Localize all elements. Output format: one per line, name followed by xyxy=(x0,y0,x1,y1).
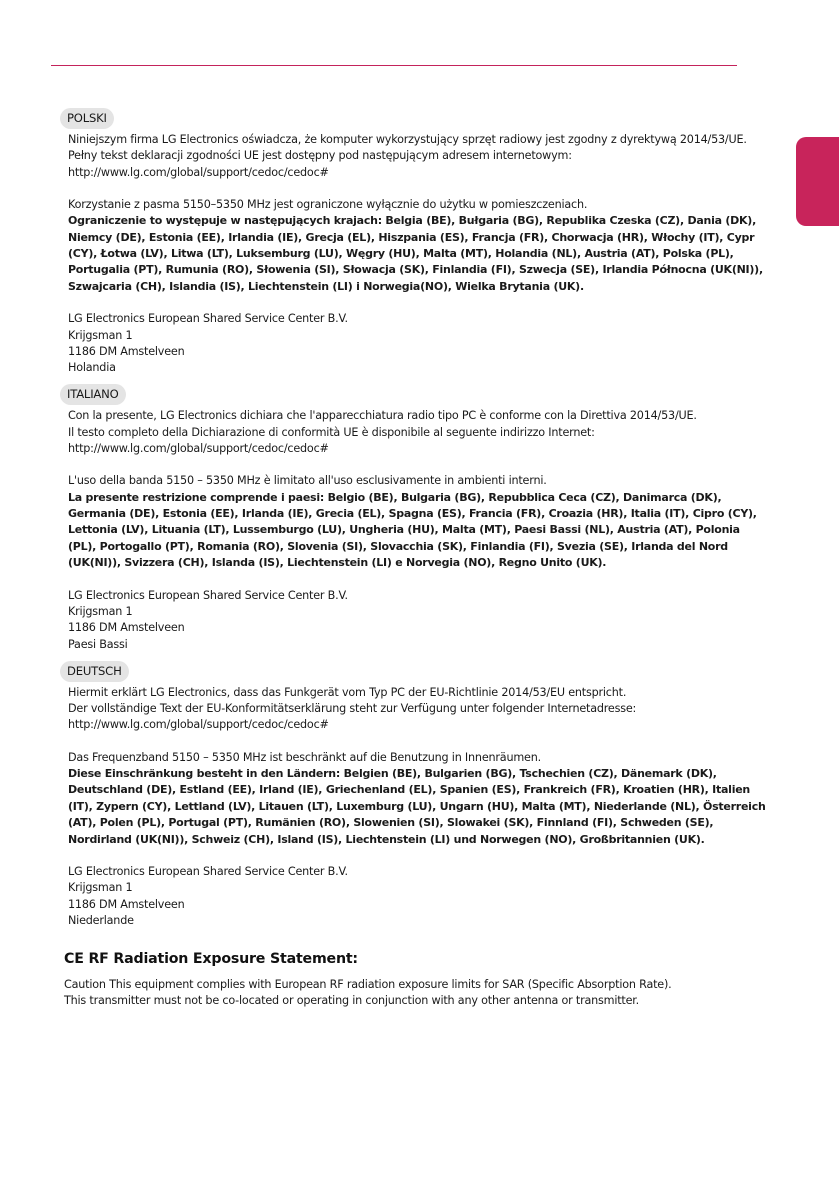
address-line: LG Electronics European Shared Service Center B.V. xyxy=(68,865,348,879)
band-restriction-text: Korzystanie z pasma 5150–5350 MHz jest ograniczone wyłącznie do użytku w pomieszczeniach. xyxy=(68,197,588,211)
declaration-text: Con la presente, LG Electronics dichiara che l'apparecchiatura radio tipo PC è conforme con la Direttiva 2014/53/UE. xyxy=(68,409,697,423)
declaration-url[interactable]: http://www.lg.com/global/support/cedoc/cedoc# xyxy=(68,442,329,455)
section-ce-statement xyxy=(64,949,768,1009)
language-badge: ITALIANO xyxy=(60,384,126,405)
declaration-url[interactable]: http://www.lg.com/global/support/cedoc/cedoc# xyxy=(68,165,329,179)
document-body xyxy=(64,108,768,1009)
address-line: Niederlande xyxy=(68,913,134,927)
ce-statement-line: Caution This equipment complies with European RF radiation exposure limits for SAR (Specific Absorption Rate). xyxy=(64,978,672,992)
country-restriction-list: La presente restrizione comprende i paesi: Belgio (BE), Bulgaria (BG), Repubblica Ceca (CZ), Danimarca (DK), Germania (DE), Estonia (EE), Irlanda (IE), Grecia (EL), Spagna (ES), Francia (FR), Croazia (HR), Italia (IT), Cipro (CY), Lettonia (LV), Lituania (LT), Lussemburgo (LU), Ungheria (HU), Malta (MT), Paesi Bassi (NL), Austria (AT), Polonia (PL), Portogallo (PT), Romania (RO), Slovenia (SI), Slovacchia (SK), Finlandia (FI), Svezia (SE), Irlanda del Nord (UK(NI)), Svizzera (CH), Islanda (IS), Liechtenstein (LI) e Norvegia (NO), Regno Unito (UK). xyxy=(68,490,757,570)
address-line: Paesi Bassi xyxy=(68,637,128,651)
country-restriction-list: Ograniczenie to występuje w następujących krajach: Belgia (BE), Bułgaria (BG), Republika Czeska (CZ), Dania (DK), Niemcy (DE), Estonia (EE), Irlandia (IE), Grecja (EL), Hiszpania (ES), Francja (FR), Chorwacja (HR), Włochy (IT), Cypr (CY), Łotwa (LV), Litwa (LT), Luksemburg (LU), Węgry (HU), Malta (MT), Holandia (NL), Austria (AT), Polska (PL), Portugalia (PT), Rumunia (RO), Słowenia (SI), Słowacja (SK), Finlandia (FI), Szwecja (SE), Irlandia Północna (UK(NI)), Szwajcaria (CH), Islandia (IS), Liechtenstein (LI) i Norwegia(NO), Wielka Brytania (UK). xyxy=(68,214,763,293)
address-line: Krijgsman 1 xyxy=(68,604,133,618)
section-polski xyxy=(68,108,768,376)
language-badge: DEUTSCH xyxy=(60,661,129,682)
ce-statement-title: CE RF Radiation Exposure Statement: xyxy=(64,951,358,968)
address-line: Holandia xyxy=(68,361,116,375)
section-deutsch xyxy=(68,661,768,929)
ce-statement-line: This transmitter must not be co-located or operating in conjunction with any other antenna or transmitter. xyxy=(64,994,640,1008)
country-restriction-list: Diese Einschränkung besteht in den Ländern: Belgien (BE), Bulgarien (BG), Tschechien (CZ), Dänemark (DK), Deutschland (DE), Estland (EE), Irland (IE), Griechenland (EL), Spanien (ES), Frankreich (FR), Kroatien (HR), Italien (IT), Zypern (CY), Lettland (LV), Litauen (LT), Luxemburg (LU), Ungarn (HU), Malta (MT), Niederlande (NL), Österreich (AT), Polen (PL), Portugal (PT), Rumänien (RO), Slowenien (SI), Slowakei (SK), Finnland (FI), Schweden (SE), Nordirland (UK(NI)), Schweiz (CH), Island (IS), Liechtenstein (LI) und Norwegen (NO), Großbritannien (UK). xyxy=(68,767,766,846)
declaration-text: Niniejszym firma LG Electronics oświadcza, że komputer wykorzystujący sprzęt radiowy jest zgodny z dyrektywą 2014/53/UE. xyxy=(68,133,747,146)
header-rule xyxy=(51,65,737,66)
declaration-availability: Der vollständige Text der EU-Konformitätserklärung steht zur Verfügung unter folgender Internetadresse: xyxy=(68,702,637,716)
language-side-tab xyxy=(796,137,839,226)
section-italiano xyxy=(68,384,768,652)
declaration-availability: Pełny tekst deklaracji zgodności UE jest dostępny pod następującym adresem internetowym: xyxy=(68,149,572,163)
language-badge: POLSKI xyxy=(60,108,114,129)
declaration-url[interactable]: http://www.lg.com/global/support/cedoc/cedoc# xyxy=(68,718,329,732)
address-line: Krijgsman 1 xyxy=(68,881,133,895)
address-line: LG Electronics European Shared Service Center B.V. xyxy=(68,588,348,602)
address-line: Krijgsman 1 xyxy=(68,328,133,342)
declaration-availability: Il testo completo della Dichiarazione di conformità UE è disponibile al seguente indirizzo Internet: xyxy=(68,425,595,439)
band-restriction-text: Das Frequenzband 5150 – 5350 MHz ist beschränkt auf die Benutzung in Innenräumen. xyxy=(68,750,541,764)
declaration-text: Hiermit erklärt LG Electronics, dass das Funkgerät vom Typ PC der EU-Richtlinie 2014/53/EU entspricht. xyxy=(68,685,627,699)
address-line: 1186 DM Amstelveen xyxy=(68,344,185,358)
address-line: LG Electronics European Shared Service Center B.V. xyxy=(68,312,348,326)
band-restriction-text: L'uso della banda 5150 – 5350 MHz è limitato all'uso esclusivamente in ambienti interni. xyxy=(68,474,547,488)
address-line: 1186 DM Amstelveen xyxy=(68,897,185,911)
address-line: 1186 DM Amstelveen xyxy=(68,621,185,635)
